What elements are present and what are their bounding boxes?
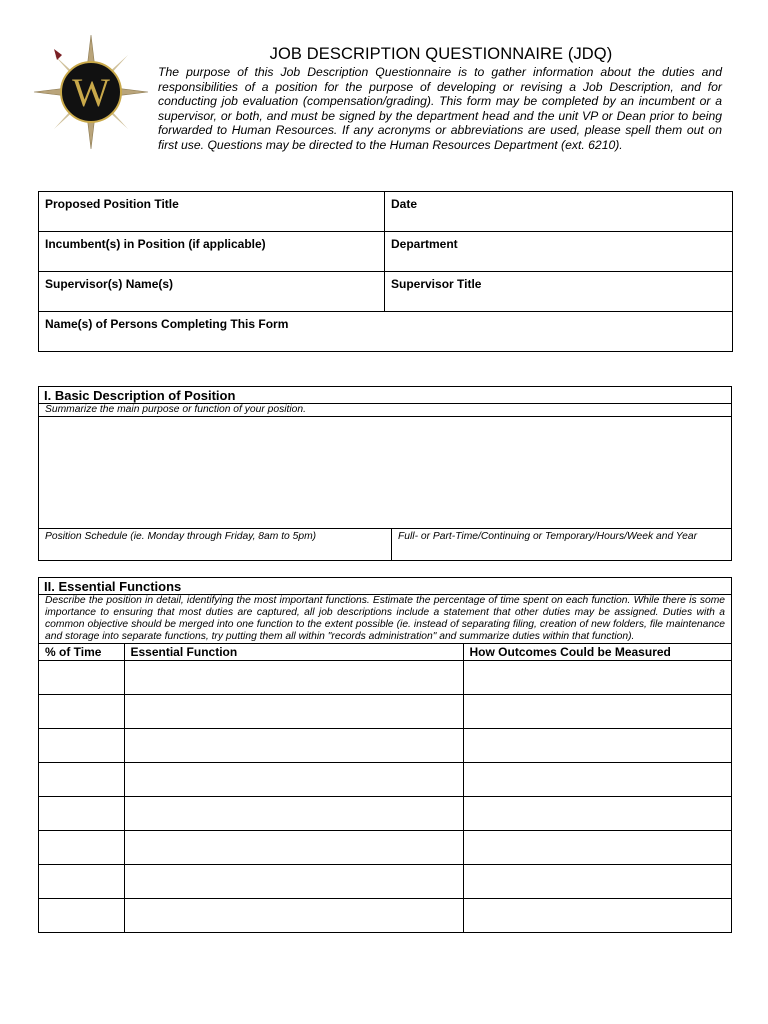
page-title: JOB DESCRIPTION QUESTIONNAIRE (JDQ) bbox=[269, 45, 613, 63]
section2-instruction: Describe the position in detail, identifying the most important functions. Estimate the percentage of time spent on each function. While there is some importance to ensuring that most duties are captured, all job descriptions include a statement that other duties may be assigned. Duties with a common objective should be merged into one function to the extent possible (ie. instead of separating filing, creation of new folders, file maintenance and storage into separate functions, try putting them all within "records administration" and summarize duties within that function). bbox=[39, 595, 731, 644]
percent-cell[interactable] bbox=[39, 797, 124, 831]
functions-header-row bbox=[39, 644, 731, 661]
percent-cell[interactable] bbox=[39, 865, 124, 899]
incumbent-field[interactable] bbox=[39, 232, 385, 272]
intro-paragraph: The purpose of this Job Description Questionnaire is to gather information about the duties and responsibilities of a position for the purpose of developing or revising a Job Description, and for conducting job evaluation (compensation/grading). This form may be completed by an incumbent or a supervisor, or both, and must be signed by the department head and the unit VP or Dean prior to being forwarded to Human Resources. If any acronyms or abbreviations are used, please spell them out on first use. Questions may be directed to the Human Resources Department (ext. 6210). bbox=[158, 65, 722, 152]
basic-description-section bbox=[38, 386, 732, 561]
percent-cell[interactable] bbox=[39, 695, 124, 729]
outcome-cell[interactable] bbox=[463, 831, 731, 865]
table-row bbox=[39, 797, 731, 831]
table-row bbox=[39, 661, 731, 695]
percent-cell[interactable] bbox=[39, 729, 124, 763]
outcome-cell[interactable] bbox=[463, 763, 731, 797]
column-header-outcomes: How Outcomes Could be Measured bbox=[463, 644, 731, 661]
table-row bbox=[39, 729, 731, 763]
function-cell[interactable] bbox=[124, 661, 463, 695]
percent-cell[interactable] bbox=[39, 899, 124, 933]
function-cell[interactable] bbox=[124, 695, 463, 729]
compass-logo bbox=[32, 33, 150, 151]
supervisor-name-field[interactable] bbox=[39, 272, 385, 312]
essential-functions-section bbox=[38, 577, 732, 933]
table-row bbox=[39, 695, 731, 729]
date-label: Date bbox=[391, 197, 418, 211]
function-cell[interactable] bbox=[124, 729, 463, 763]
outcome-cell[interactable] bbox=[463, 695, 731, 729]
supervisor-name-label: Supervisor(s) Name(s) bbox=[45, 277, 174, 291]
outcome-cell[interactable] bbox=[463, 899, 731, 933]
table-row bbox=[39, 831, 731, 865]
percent-cell[interactable] bbox=[39, 661, 124, 695]
persons-completing-field[interactable] bbox=[39, 312, 733, 352]
function-cell[interactable] bbox=[124, 763, 463, 797]
percent-cell[interactable] bbox=[39, 831, 124, 865]
persons-completing-label: Name(s) of Persons Completing This Form bbox=[45, 317, 289, 331]
basic-description-input[interactable] bbox=[39, 417, 731, 529]
function-cell[interactable] bbox=[124, 831, 463, 865]
table-row bbox=[39, 763, 731, 797]
position-status-label: Full- or Part-Time/Continuing or Temporary/Hours/Week and Year bbox=[398, 531, 698, 542]
position-schedule-field[interactable] bbox=[39, 529, 392, 560]
position-title-field[interactable] bbox=[39, 192, 385, 232]
outcome-cell[interactable] bbox=[463, 865, 731, 899]
position-info-table bbox=[38, 191, 733, 352]
section1-instruction: Summarize the main purpose or function of your position. bbox=[39, 404, 731, 417]
function-cell[interactable] bbox=[124, 899, 463, 933]
supervisor-title-field[interactable] bbox=[385, 272, 733, 312]
outcome-cell[interactable] bbox=[463, 729, 731, 763]
position-status-field[interactable] bbox=[392, 529, 703, 560]
schedule-row bbox=[39, 529, 731, 560]
date-field[interactable] bbox=[385, 192, 733, 232]
incumbent-label: Incumbent(s) in Position (if applicable) bbox=[45, 237, 266, 251]
function-cell[interactable] bbox=[124, 797, 463, 831]
department-field[interactable] bbox=[385, 232, 733, 272]
position-schedule-label: Position Schedule (ie. Monday through Friday, 8am to 5pm) bbox=[45, 531, 317, 542]
column-header-percent: % of Time bbox=[39, 644, 124, 661]
department-label: Department bbox=[391, 237, 458, 251]
outcome-cell[interactable] bbox=[463, 661, 731, 695]
table-row bbox=[39, 865, 731, 899]
essential-functions-table bbox=[39, 644, 731, 932]
section2-heading: II. Essential Functions bbox=[39, 578, 731, 595]
table-row bbox=[39, 899, 731, 933]
percent-cell[interactable] bbox=[39, 763, 124, 797]
outcome-cell[interactable] bbox=[463, 797, 731, 831]
position-title-label: Proposed Position Title bbox=[45, 197, 179, 211]
function-cell[interactable] bbox=[124, 865, 463, 899]
section1-heading: I. Basic Description of Position bbox=[39, 387, 731, 404]
column-header-function: Essential Function bbox=[124, 644, 463, 661]
supervisor-title-label: Supervisor Title bbox=[391, 277, 482, 291]
logo-letter: W bbox=[72, 70, 110, 115]
